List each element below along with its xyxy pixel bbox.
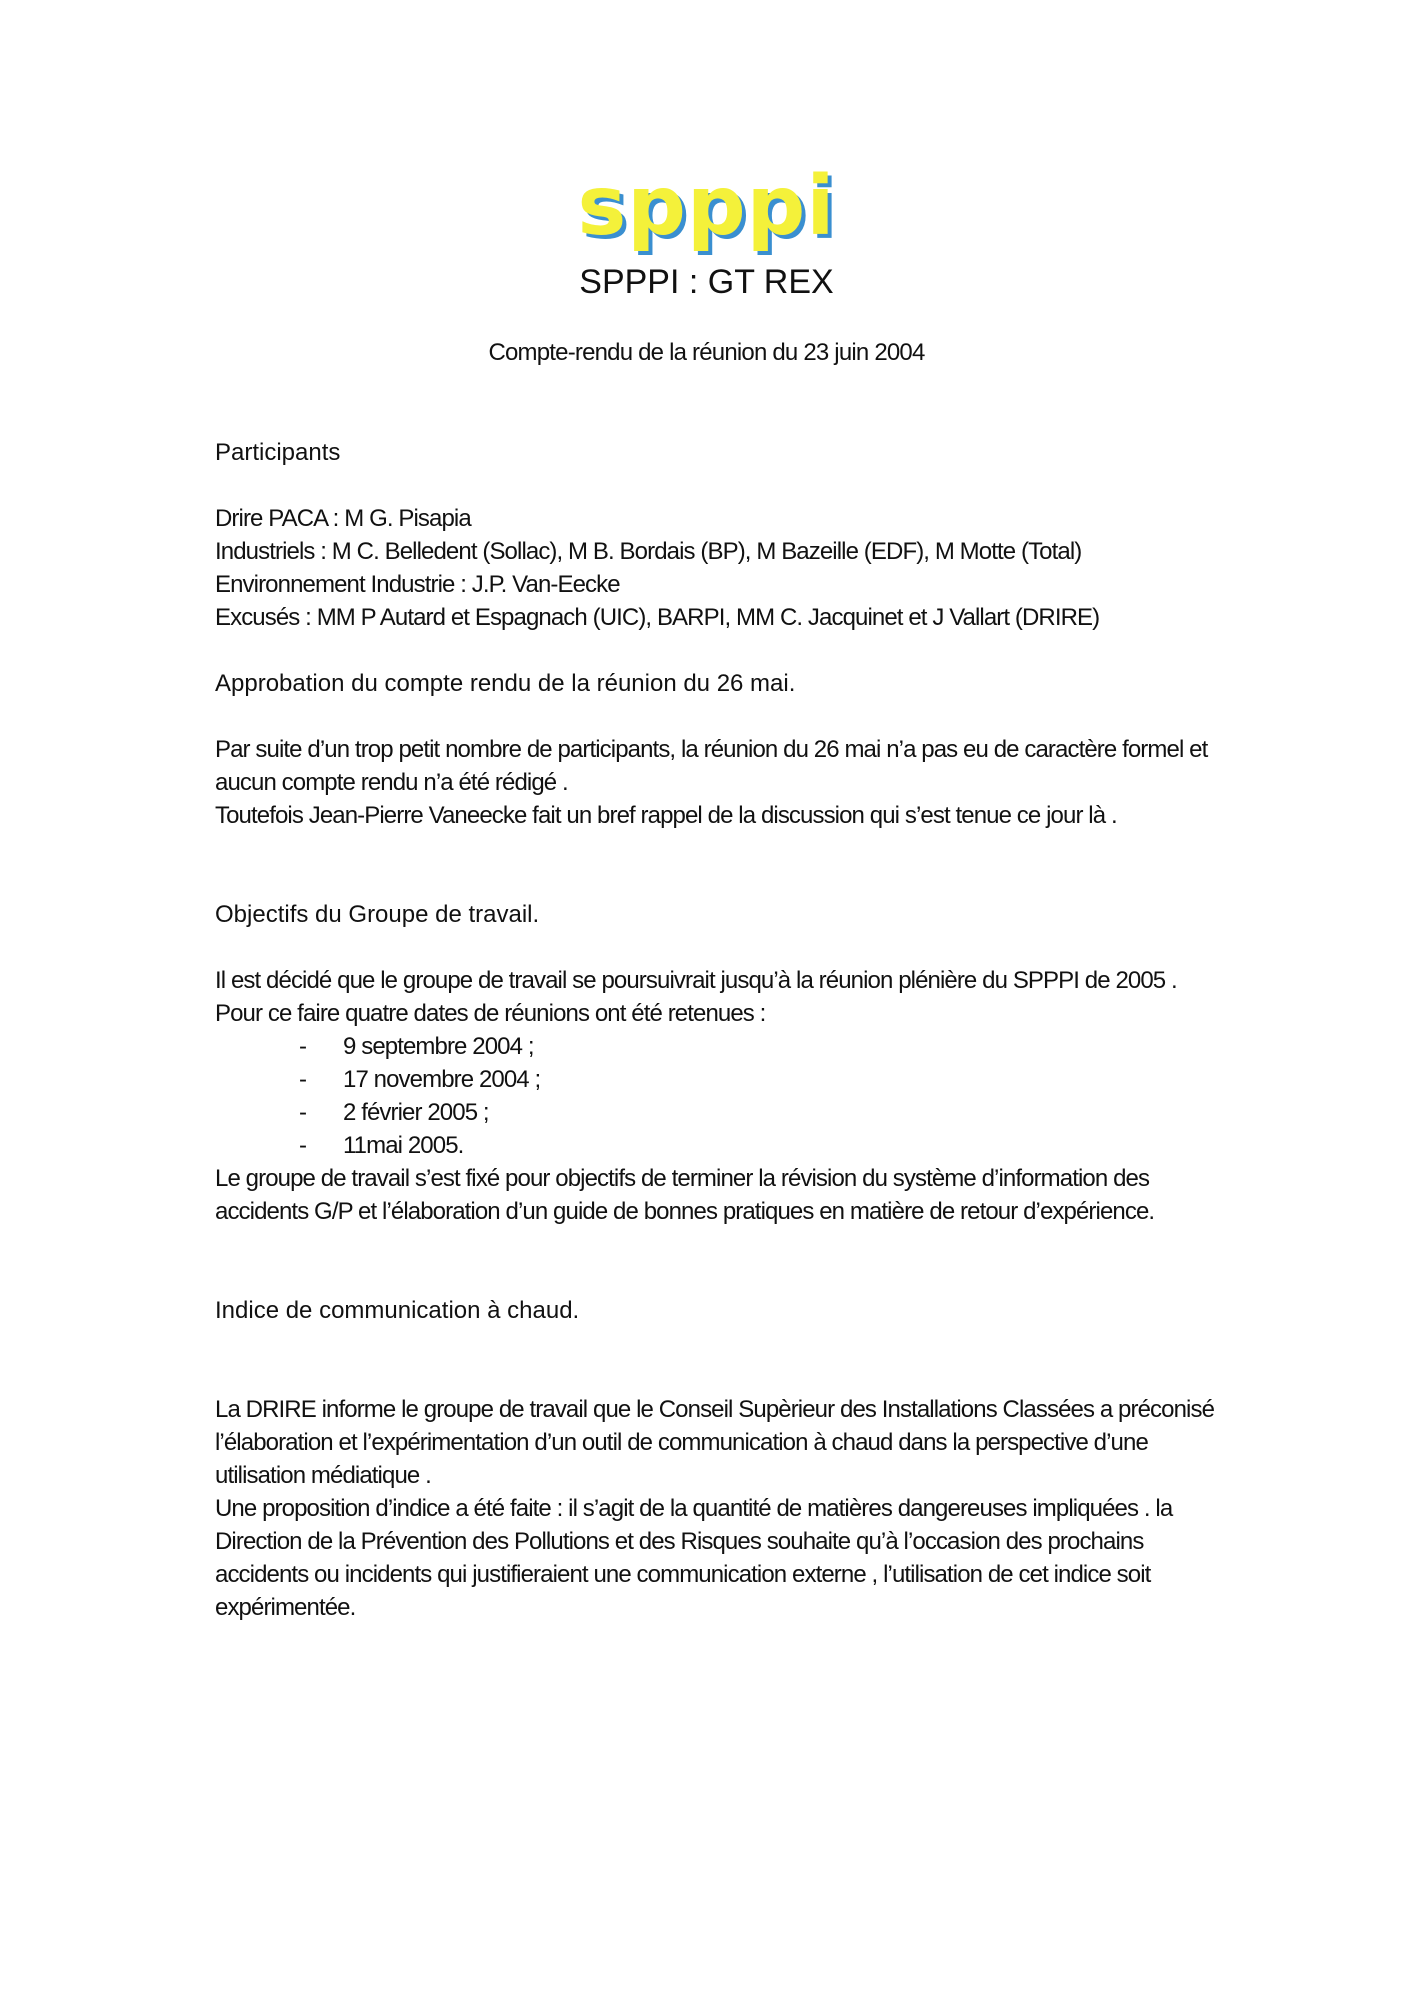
objectifs-conclusion: Le groupe de travail s’est fixé pour objectifs de terminer la révision du système d’information des accidents G/P et l’élaboration d’un guide de bonnes pratiques en matière de retour d’expérience.: [215, 1165, 1155, 1225]
meeting-date: 2 février 2005 ;: [343, 1099, 489, 1126]
participant-line: Industriels : M C. Belledent (Sollac), M B. Bordais (BP), M Bazeille (EDF), M Motte (Total): [215, 538, 1082, 565]
spppi-logo: spppi: [577, 159, 836, 254]
document-body: [215, 436, 1225, 1624]
indice-section: [215, 1294, 1225, 1624]
meeting-date-item: [215, 1129, 1225, 1162]
bullet-dash: -: [299, 1099, 307, 1126]
document-title: SPPPI : GT REX: [579, 263, 834, 301]
meeting-date-item: [215, 1096, 1225, 1129]
document-subtitle: Compte-rendu de la réunion du 23 juin 2004: [488, 339, 925, 366]
approbation-paragraph: Toutefois Jean-Pierre Vaneecke fait un bref rappel de la discussion qui s’est tenue ce jour là .: [215, 802, 1117, 829]
indice-paragraph: Une proposition d’indice a été faite : il s’agit de la quantité de matières dangereuses impliquées . la Direction de la Prévention des Pollutions et des Risques souhaite qu’à l’occasion des prochains accidents ou incidents qui justifieraient une communication externe , l’utilisation de cet indice soit expérimentée.: [215, 1495, 1173, 1621]
approbation-paragraph: Par suite d’un trop petit nombre de participants, la réunion du 26 mai n’a pas eu de caractère formel et aucun compte rendu n’a été rédigé .: [215, 736, 1208, 796]
participants-heading: Participants: [215, 439, 341, 466]
meeting-date-item: [215, 1063, 1225, 1096]
bullet-dash: -: [299, 1132, 307, 1159]
meeting-date: 17 novembre 2004 ;: [343, 1066, 541, 1093]
meeting-date: 9 septembre 2004 ;: [343, 1033, 534, 1060]
participant-line: Excusés : MM P Autard et Espagnach (UIC), BARPI, MM C. Jacquinet et J Vallart (DRIRE): [215, 604, 1100, 631]
objectifs-intro: Il est décidé que le groupe de travail se poursuivrait jusqu’à la réunion plénière du SPPPI de 2005 . Pour ce faire quatre dates de réunions ont été retenues :: [215, 967, 1177, 1027]
indice-paragraph: La DRIRE informe le groupe de travail que le Conseil Supèrieur des Installations Classées a préconisé l’élaboration et l’expérimentation d’un outil de communication à chaud dans la perspective d’une utilisation médiatique .: [215, 1396, 1215, 1489]
meeting-dates-list: [215, 1030, 1225, 1162]
bullet-dash: -: [299, 1066, 307, 1093]
participants-section: [215, 436, 1225, 634]
bullet-dash: -: [299, 1033, 307, 1060]
meeting-date-item: [215, 1030, 1225, 1063]
objectifs-heading: Objectifs du Groupe de travail.: [215, 901, 540, 928]
meeting-date: 11mai 2005.: [343, 1132, 464, 1159]
approbation-section: [215, 667, 1225, 832]
indice-heading: Indice de communication à chaud.: [215, 1297, 580, 1324]
objectifs-section: [215, 898, 1225, 1228]
participant-line: Environnement Industrie : J.P. Van-Eecke: [215, 571, 620, 598]
participant-line: Drire PACA : M G. Pisapia: [215, 505, 471, 532]
approbation-heading: Approbation du compte rendu de la réunion du 26 mai.: [215, 670, 796, 697]
